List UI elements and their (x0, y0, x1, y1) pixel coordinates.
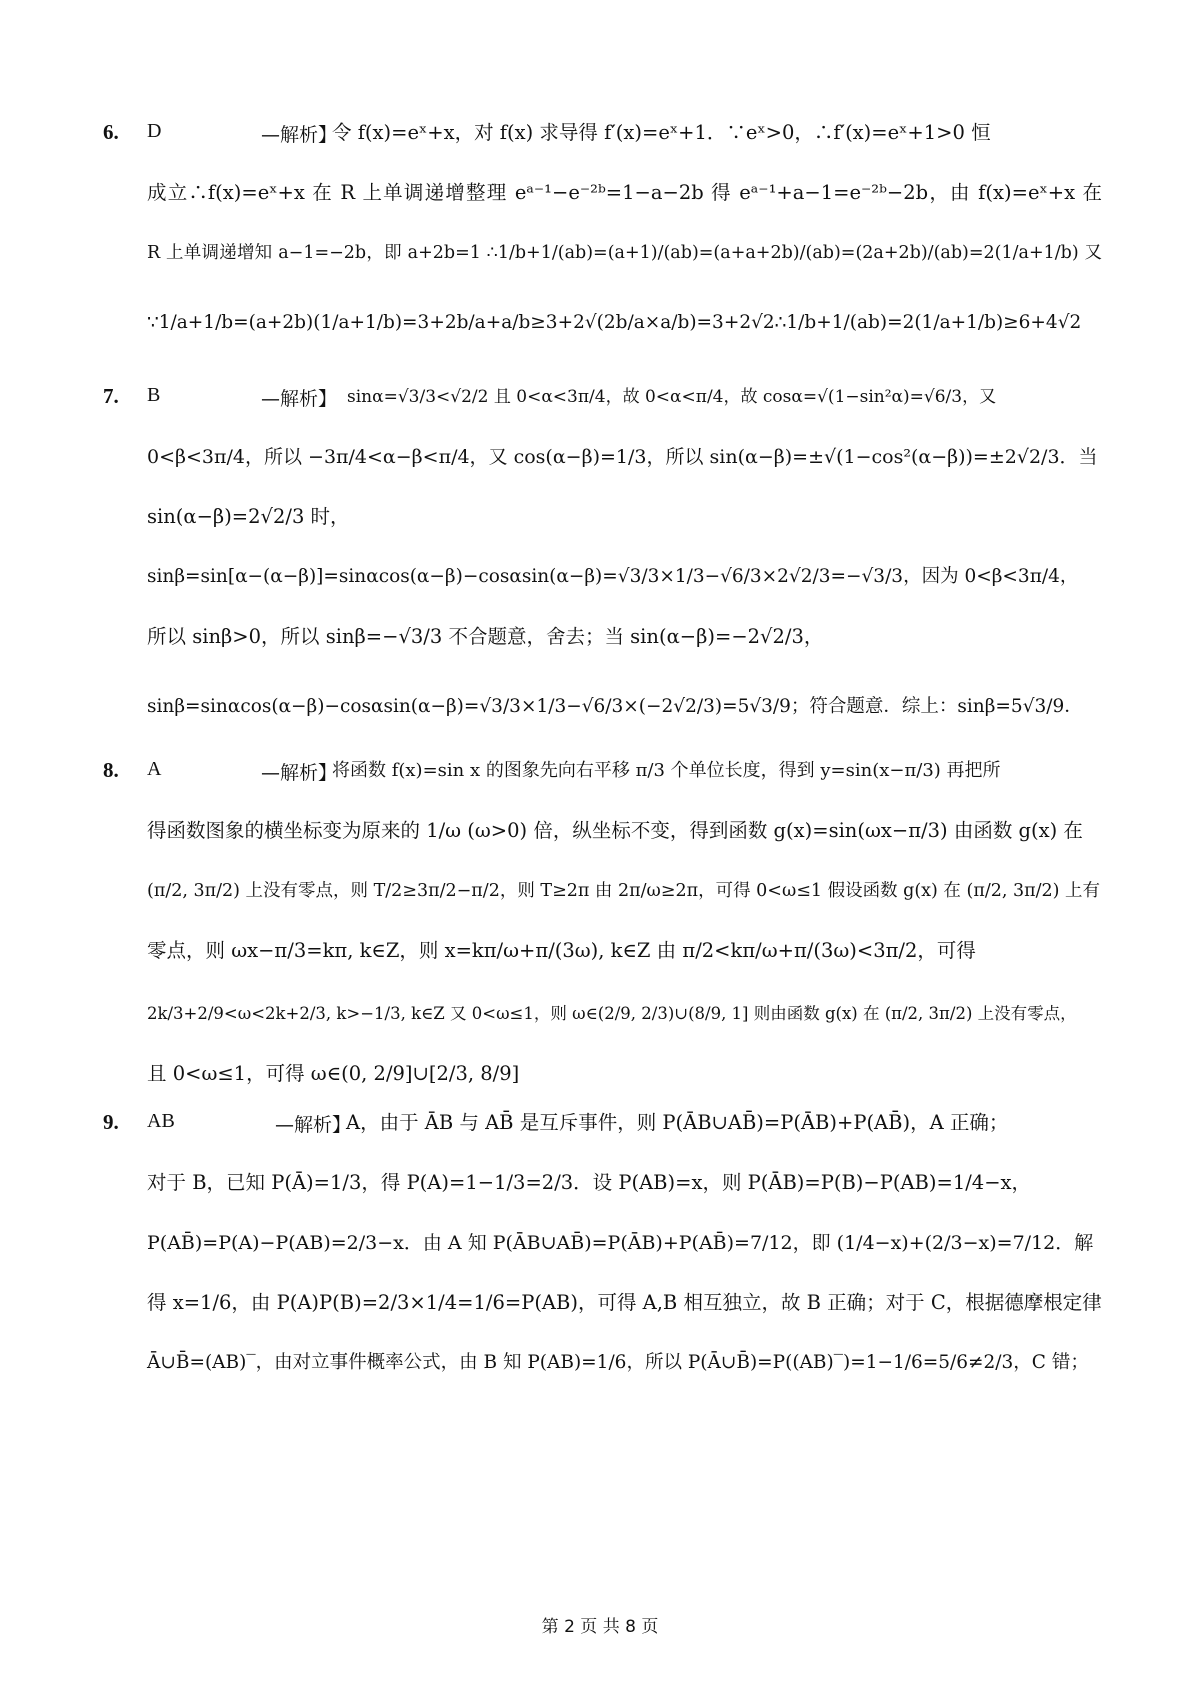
solution-line: 所以 sinβ>0，所以 sinβ=−√3/3 不合题意，舍去；当 sin(α−β)=−2√2/3， (147, 625, 824, 648)
answer-choice: D (147, 120, 162, 142)
solution-line: 得 x=1/6，由 P(A)P(B)=2/3×1/4=1/6=P(AB)，可得 A,B 相互独立，故 B 正确；对于 C，根据德摩根定律 (147, 1291, 1102, 1314)
solution-line: ∵1/a+1/b=(a+2b)(1/a+1/b)=3+2b/a+a/b≥3+2√(2b/a×a/b)=3+2√2∴1/b+1/(ab)=2(1/a+1/b)≥6+4√2 (147, 312, 1082, 333)
solution-line: sinβ=sinαcos(α−β)−cosαsin(α−β)=√3/3×1/3−√6/3×(−2√2/3)=5√3/9；符合题意．综上：sinβ=5√3/9． (147, 696, 1083, 717)
solution-line: (π/2, 3π/2) 上没有零点，则 T/2≥3π/2−π/2，则 T≥2π 由 2π/ω≥2π，可得 0<ω≤1 假设函数 g(x) 在 (π/2, 3π/2) 上有 (147, 881, 1101, 901)
solution-line: 令 f(x)=eˣ+x，对 f(x) 求导得 f′(x)=eˣ+1．∵eˣ>0，∴f′(x)=eˣ+1>0 恒 (332, 121, 991, 144)
analysis-label: —解析】 (275, 1114, 352, 1136)
solution-line: 零点，则 ωx−π/3=kπ, k∈Z，则 x=kπ/ω+π/(3ω), k∈Z 由 π/2<kπ/ω+π/(3ω)<3π/2，可得 (147, 939, 976, 962)
answer-choice: A (147, 758, 162, 780)
solution-line: 对于 B，已知 P(Ā)=1/3，得 P(A)=1−1/3=2/3．设 P(AB)=x，则 P(ĀB)=P(B)−P(AB)=1/4−x， (147, 1171, 1032, 1194)
problem-number: 6. (103, 120, 119, 144)
solution-line: Ā∪B̄=(AB)‾，由对立事件概率公式，由 B 知 P(AB)=1/6，所以 P(Ā∪B̄)=P((AB)‾)=1−1/6=5/6≠2/3，C 错； (147, 1352, 1089, 1373)
problem-number: 8. (103, 758, 119, 782)
solution-line: A，由于 ĀB 与 AB̄ 是互斥事件，则 P(ĀB∪AB̄)=P(ĀB)+P(AB̄)，A 正确； (346, 1111, 1009, 1134)
answer-choice: B (147, 384, 161, 406)
analysis-label: —解析】 (261, 124, 338, 146)
solution-line: sinβ=sin[α−(α−β)]=sinαcos(α−β)−cosαsin(α−β)=√3/3×1/3−√6/3×2√2/3=−√3/3，因为 0<β<3π/4， (147, 566, 1079, 587)
solution-line: P(AB̄)=P(A)−P(AB)=2/3−x．由 A 知 P(ĀB∪AB̄)=P(ĀB)+P(AB̄)=7/12，即 (1/4−x)+(2/3−x)=7/12．解 (147, 1232, 1094, 1254)
problem-number: 9. (103, 1110, 119, 1134)
solution-line: sin(α−β)=2√2/3 时， (147, 505, 350, 528)
analysis-label: —解析】 (261, 388, 338, 410)
analysis-label: —解析】 (261, 762, 338, 784)
solution-line: 成立∴f(x)=eˣ+x 在 R 上单调递增整理 eᵃ⁻¹−e⁻²ᵇ=1−a−2b 得 eᵃ⁻¹+a−1=e⁻²ᵇ−2b，由 f(x)=eˣ+x 在 (147, 181, 1102, 204)
answer-choice: AB (147, 1110, 175, 1132)
solution-line: 2k/3+2/9<ω<2k+2/3, k>−1/3, k∈Z 又 0<ω≤1，则 ω∈(2/9, 2/3)∪(8/9, 1] 则由函数 g(x) 在 (π/2, 3π/2) 上没有零点， (147, 1004, 1077, 1023)
solution-line: sinα=√3/3<√2/2 且 0<α<3π/4，故 0<α<π/4，故 cosα=√(1−sin²α)=√6/3，又 (347, 387, 997, 407)
problem-number: 7. (103, 384, 119, 408)
solution-line: 且 0<ω≤1，可得 ω∈(0, 2/9]∪[2/3, 8/9] (147, 1062, 520, 1085)
page-footer: 第 2 页 共 8 页 (541, 1617, 659, 1637)
solution-line: 得函数图象的横坐标变为原来的 1/ω (ω>0) 倍，纵坐标不变，得到函数 g(x)=sin(ωx−π/3) 由函数 g(x) 在 (147, 819, 1083, 842)
solution-line: 将函数 f(x)=sin x 的图象先向右平移 π/3 个单位长度，得到 y=sin(x−π/3) 再把所 (332, 760, 1001, 781)
solution-line: R 上单调递增知 a−1=−2b，即 a+2b=1 ∴1/b+1/(ab)=(a+1)/(ab)=(a+a+2b)/(ab)=(2a+2b)/(ab)=2(1/a+1/b) 又 (147, 243, 1102, 263)
solution-line: 0<β<3π/4，所以 −3π/4<α−β<π/4，又 cos(α−β)=1/3，所以 sin(α−β)=±√(1−cos²(α−β))=±2√2/3．当 (147, 446, 1098, 468)
